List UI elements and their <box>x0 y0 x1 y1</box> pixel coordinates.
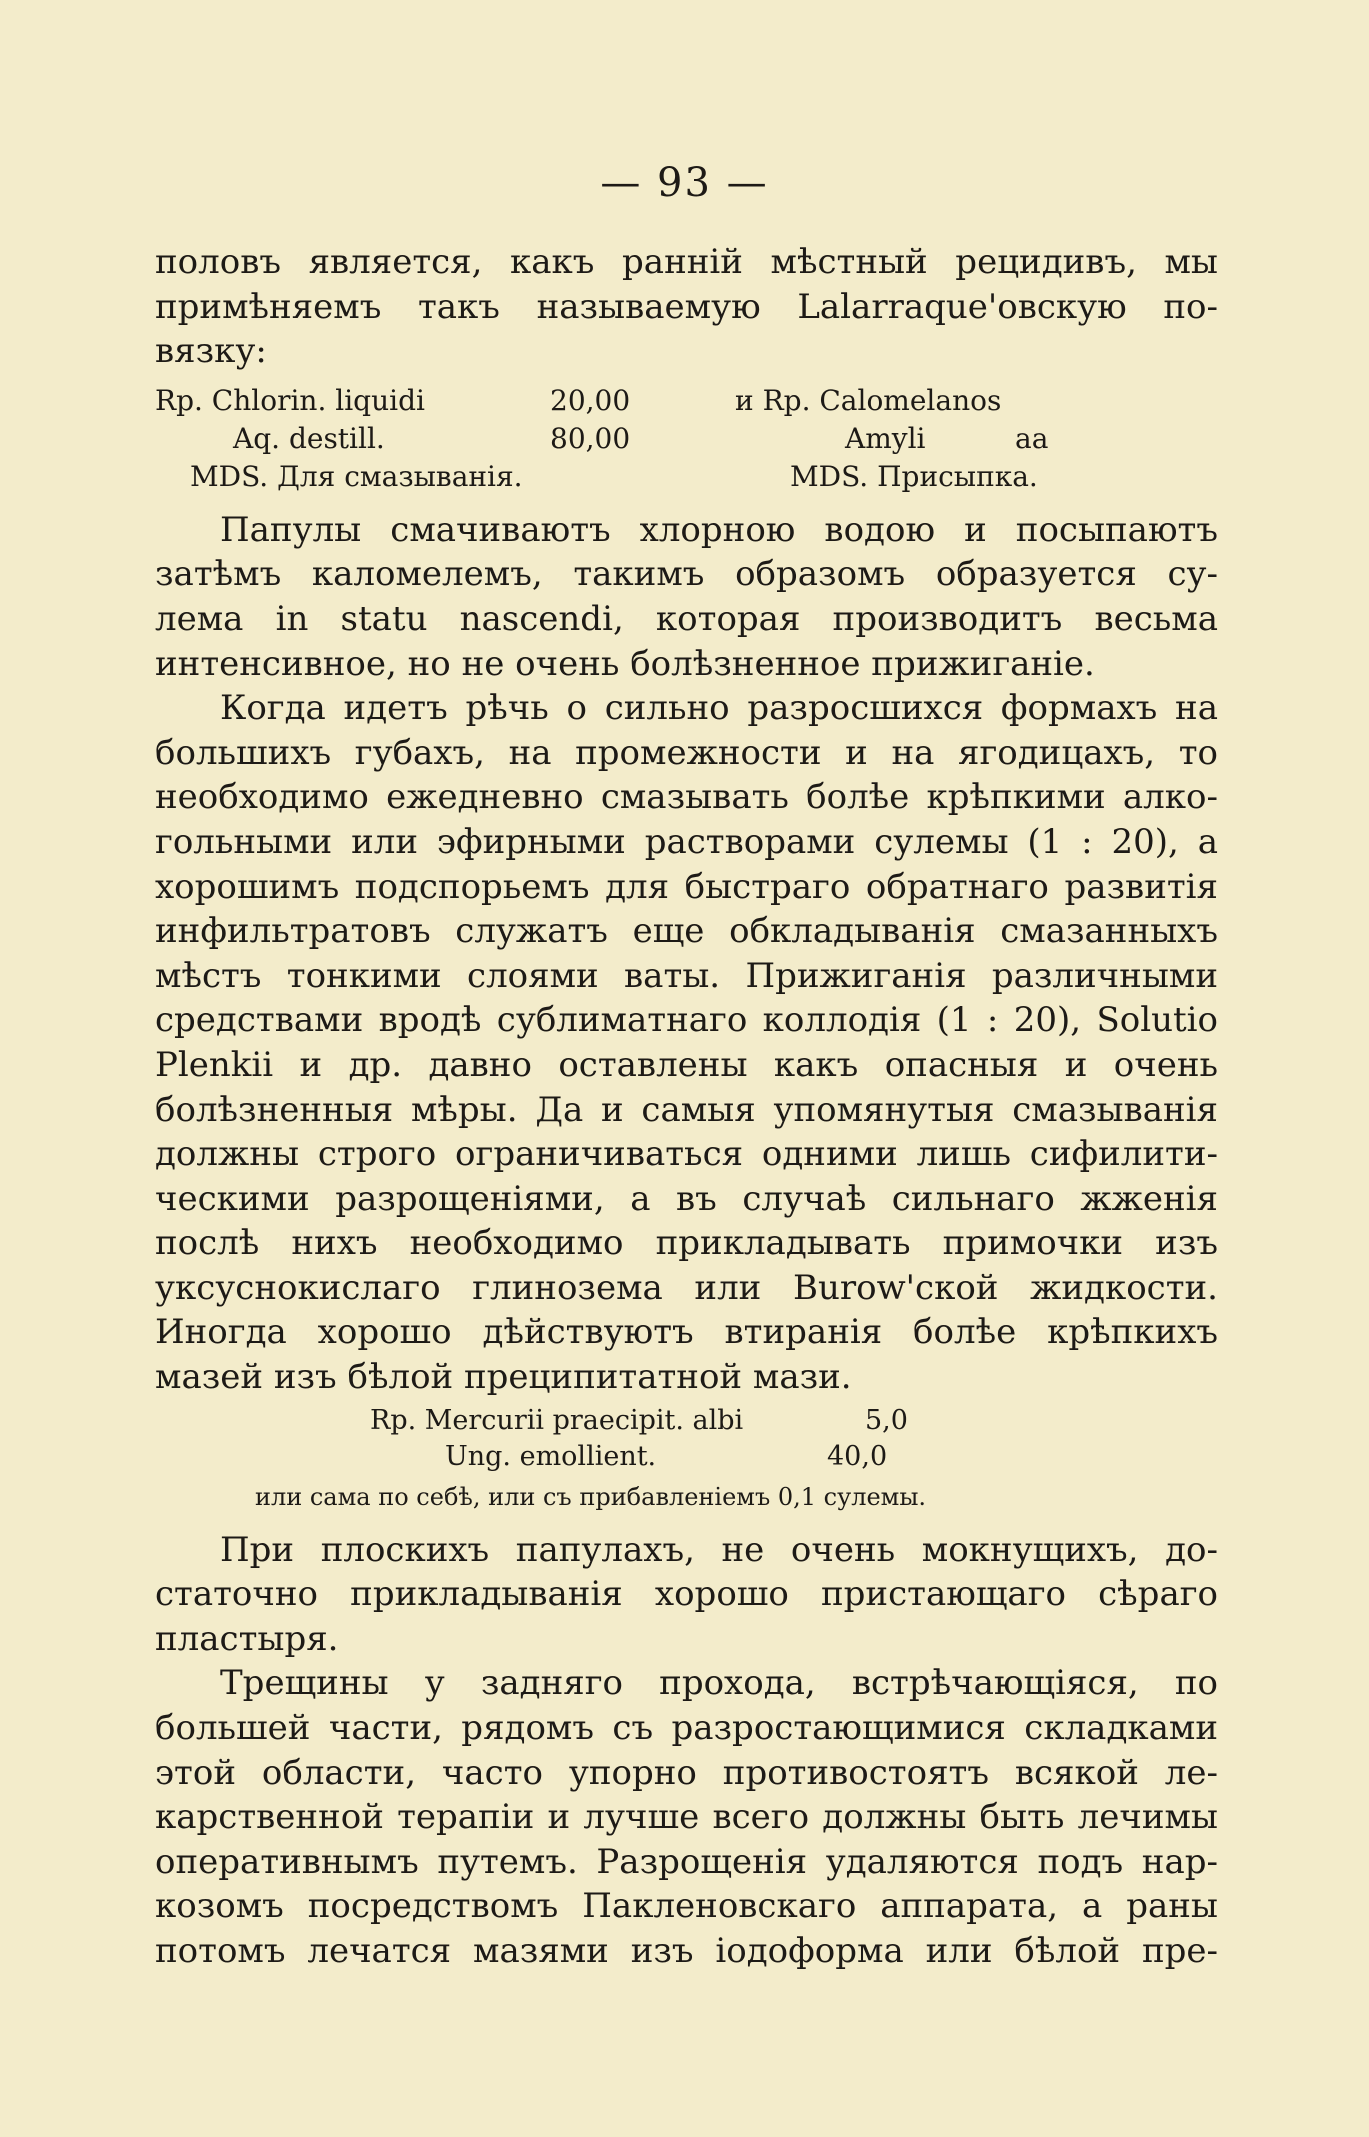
text-line: потомъ лечатся мазями изъ іодоформа или бѣлой пре- <box>155 1931 1218 1971</box>
text-line: болѣзненныя мѣры. Да и самыя упомянутыя смазыванія <box>155 1089 1218 1130</box>
text-line: вязку: <box>155 331 267 372</box>
text-line: пластыря. <box>155 1618 339 1659</box>
rx-line: Ung. emollient. <box>445 1440 657 1472</box>
text-line: этой области, часто упорно противостоятъ всякой ле- <box>155 1752 1218 1793</box>
body-text <box>155 240 1218 1974</box>
text-line: уксуснокислаго глинозема или Burow'ской жидкости. <box>155 1267 1218 1308</box>
rx-line: и Rp. Calomelanos <box>735 383 1002 417</box>
text-line: гольными или эфирными растворами сулемы (1 : 20), а <box>155 821 1218 862</box>
text-line: Plenkii и др. давно оставлены какъ опасныя и очень <box>155 1044 1218 1085</box>
rx-value: 80,00 <box>550 421 631 455</box>
prescription-block-1 <box>155 382 1218 502</box>
text-line: статочно прикладыванія хорошо пристающаго сѣраго <box>155 1574 1218 1615</box>
text-line: козомъ посредствомъ Пакленовскаго аппарата, а раны <box>155 1886 1218 1927</box>
text-line: Когда идетъ рѣчь о сильно разросшихся формахъ на <box>220 688 1218 729</box>
rx-value: aa <box>1015 421 1049 455</box>
text-line: большей части, рядомъ съ разростающимися складками <box>155 1708 1218 1749</box>
text-line: лема in statu nascendi, которая производитъ весьма <box>155 598 1218 639</box>
rx-line: MDS. Для смазыванія. <box>190 459 523 493</box>
rx-value: 20,00 <box>550 383 631 417</box>
text-line: При плоскихъ папулахъ, не очень мокнущихъ, до- <box>220 1529 1218 1570</box>
text-line: должны строго ограничиваться одними лишь сифилити- <box>155 1134 1218 1175</box>
text-line: интенсивное, но не очень болѣзненное прижиганіе. <box>155 643 1095 684</box>
text-line: Трещины у задняго прохода, встрѣчающіяся, по <box>220 1663 1218 1704</box>
rx-line: Amyli <box>845 421 926 455</box>
text-line: послѣ нихъ необходимо прикладывать примочки изъ <box>155 1223 1218 1264</box>
page-number: — 93 — <box>600 160 769 206</box>
rx-line: Rp. Mercurii praecipit. albi <box>370 1404 744 1436</box>
text-line: хорошимъ подспорьемъ для быстраго обратнаго развитія <box>155 866 1218 907</box>
text-line: ческими разрощеніями, а въ случаѣ сильнаго жженія <box>155 1178 1218 1219</box>
text-line: средствами вродѣ сублиматнаго коллодія (1 : 20), Solutio <box>155 1000 1218 1041</box>
text-line: Папулы смачиваютъ хлорною водою и посыпаютъ <box>220 509 1218 550</box>
rx-value: 40,0 <box>827 1440 888 1472</box>
rx-line: Rp. Chlorin. liquidi <box>155 383 425 417</box>
text-line: оперативнымъ путемъ. Разрощенія удаляются подъ нар- <box>155 1841 1218 1882</box>
text-line: мазей изъ бѣлой преципитатной мази. <box>155 1357 852 1398</box>
rx-note: или сама по себѣ, или съ прибавленіемъ 0,1 сулемы. <box>255 1482 927 1511</box>
text-line: Иногда хорошо дѣйствуютъ втиранія болѣе крѣпкихъ <box>155 1312 1218 1353</box>
text-line: карственной терапіи и лучше всего должны быть лечимы <box>155 1797 1218 1838</box>
rx-value: 5,0 <box>865 1404 908 1436</box>
text-line: инфильтратовъ служатъ еще обкладыванія смазанныхъ <box>155 911 1218 952</box>
rx-line: MDS. Присыпка. <box>790 459 1038 493</box>
prescription-block-2 <box>155 1402 1218 1518</box>
text-line: половъ является, какъ ранній мѣстный рецидивъ, мы <box>155 242 1218 282</box>
text-line: необходимо ежедневно смазывать болѣе крѣпкими алко- <box>155 777 1218 818</box>
text-line: большихъ губахъ, на промежности и на ягодицахъ, то <box>155 732 1218 773</box>
rx-line: Aq. destill. <box>233 421 385 455</box>
text-line: примѣняемъ такъ называемую Lalarraque'овскую по- <box>155 286 1218 327</box>
text-line: мѣстъ тонкими слоями ваты. Прижиганія различными <box>155 955 1218 996</box>
text-line: затѣмъ каломелемъ, такимъ образомъ образуется су- <box>155 554 1218 595</box>
